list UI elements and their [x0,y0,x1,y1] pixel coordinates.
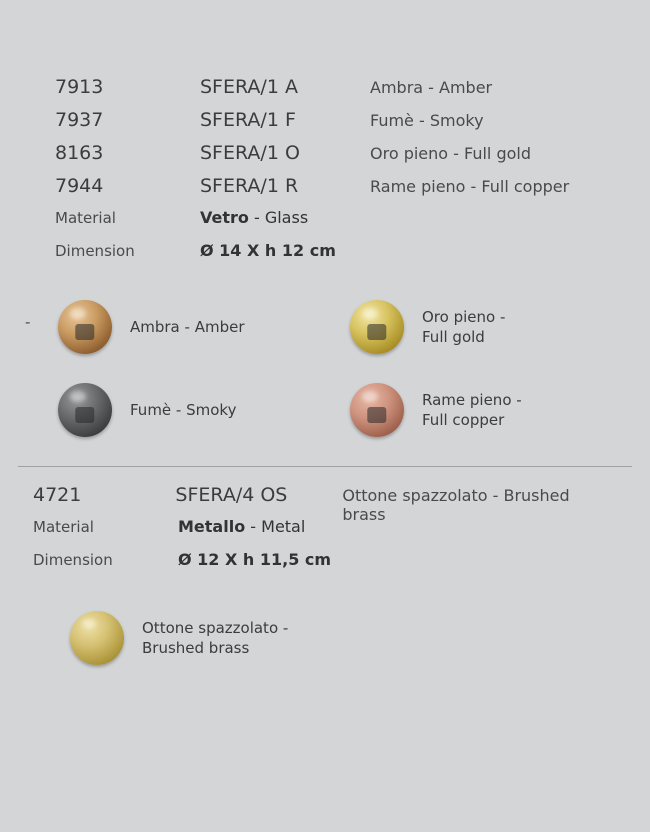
swatch-copper-label-line2: Full copper [422,411,505,429]
spec-value [200,208,308,227]
spec-label: Material [33,518,94,536]
spec-value-rest: - Metal [245,517,306,536]
product-code: 7944 [55,175,104,197]
swatch-smoky-label: Fumè - Smoky [130,401,237,419]
swatch-brushed-brass-ball [70,611,124,665]
spec-row-dimension [33,550,613,583]
swatch-gold [350,300,505,354]
swatch-amber-label: Ambra - Amber [130,318,245,336]
swatch-cap-icon [367,407,386,423]
spec-value [178,517,305,536]
spec-label: Dimension [33,551,113,569]
table-row [55,76,635,109]
spec-value-bold: Vetro [200,208,249,227]
swatch-gold-label [422,307,505,347]
section-divider [18,466,632,467]
product-model: SFERA/1 R [200,175,299,197]
table-row [55,175,635,208]
dash-marker: - [25,313,31,331]
code-table-sfera1 [55,76,635,274]
swatch-brushed-brass [70,611,288,665]
spec-label: Material [55,209,116,227]
swatch-gold-label-line1: Oro pieno - [422,308,506,326]
product-finish: Fumè - Smoky [370,111,484,130]
product-finish: Oro pieno - Full gold [370,144,532,163]
swatch-gold-label-line2: Full gold [422,328,485,346]
code-table-sfera4 [33,484,613,583]
table-row [55,142,635,175]
product-model: SFERA/1 A [200,76,298,98]
swatch-copper-label [422,390,522,430]
product-model: SFERA/1 O [200,142,300,164]
product-code: 8163 [55,142,104,164]
spec-value-bold: Metallo [178,517,246,536]
swatch-brushed-brass-label [142,618,288,658]
swatch-gold-ball [350,300,404,354]
swatch-copper-ball [350,383,404,437]
table-row [33,484,613,524]
swatch-brass-label-line1: Ottone spazzolato - [142,619,289,637]
swatch-amber [58,300,245,354]
product-code: 7913 [55,76,104,98]
swatch-cap-icon [75,407,94,423]
product-model: SFERA/1 F [200,109,296,131]
spec-value-bold: Ø 14 X h 12 cm [200,241,336,260]
spec-label: Dimension [55,242,135,260]
product-code: 4721 [33,484,82,506]
swatch-amber-ball [58,300,112,354]
swatch-cap-icon [75,324,94,340]
product-finish: Ottone spazzolato - Brushed brass [342,486,570,524]
swatch-smoky-ball [58,383,112,437]
spec-value-rest: - Glass [248,208,309,227]
product-code: 7937 [55,109,104,131]
spec-value [200,241,336,260]
table-row [55,109,635,142]
product-model: SFERA/4 OS [175,484,288,506]
swatch-copper-label-line1: Rame pieno - [422,391,522,409]
product-finish: Ambra - Amber [370,78,493,97]
spec-value-bold: Ø 12 X h 11,5 cm [178,550,332,569]
swatch-smoky [58,383,236,437]
spec-row-material [55,208,635,241]
spec-row-dimension [55,241,635,274]
product-finish: Rame pieno - Full copper [370,177,570,196]
spec-value [178,550,331,569]
swatch-brass-label-line2: Brushed brass [142,639,250,657]
swatch-copper [350,383,522,437]
swatch-cap-icon [367,324,386,340]
